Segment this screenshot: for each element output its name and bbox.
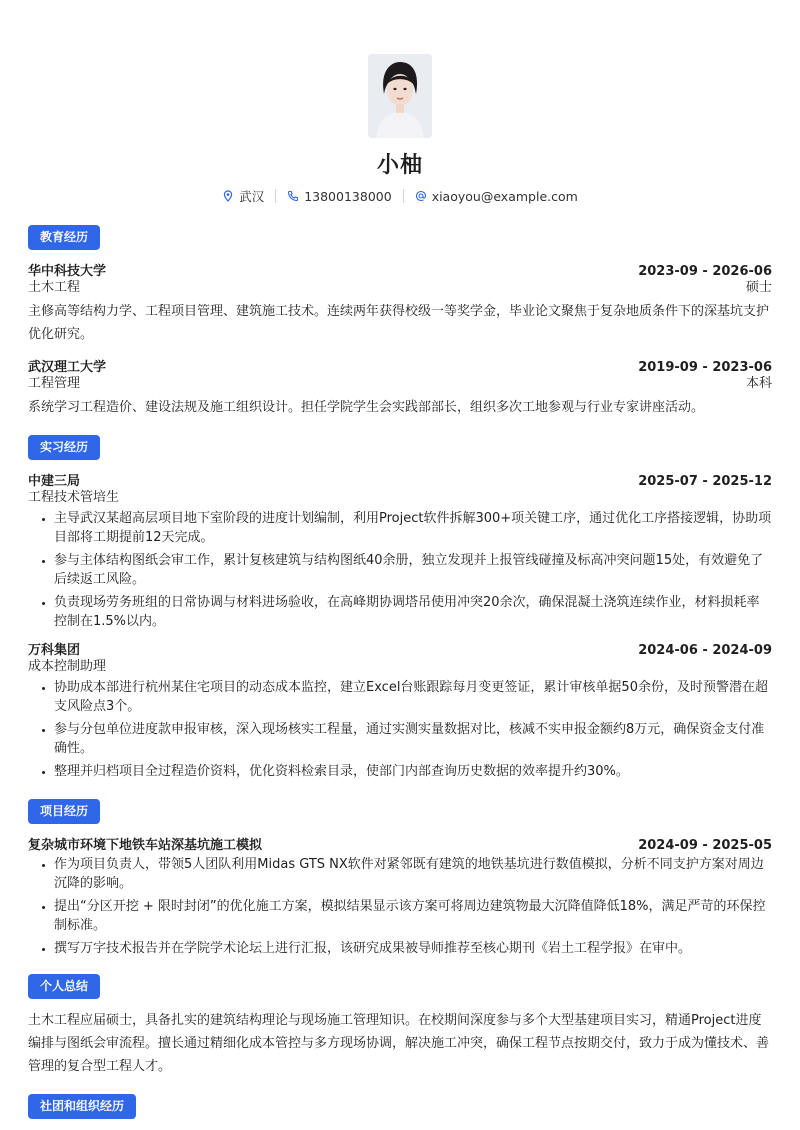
company-name: 万科集团 (28, 643, 81, 658)
at-sign-icon (415, 190, 427, 202)
profile-photo (368, 54, 432, 138)
education-entry (28, 260, 772, 346)
candidate-name: 小柚 (376, 153, 423, 178)
phone-icon (287, 190, 299, 202)
list-item: • 作为项目负责人，带领5人团队利用Midas GTS NX软件对紧邻既有建筑的地铁基坑进行数值模拟，分析不同支护方案对周边沉降的影响。 (54, 855, 772, 893)
contact-info (0, 187, 800, 205)
project-entry (28, 834, 772, 958)
list-item: • 负责现场劳务班组的日常协调与材料进场验收，在高峰期协调塔吊使用冲突20余次，确保混凝土浇筑连续作业，材料损耗率控制在1.5%以内。 (54, 593, 772, 631)
list-item: • 提出“分区开挖 + 限时封闭”的优化施工方案，模拟结果显示该方案可将周边建筑物最大沉降值降低18%，满足严苛的环保控制标准。 (54, 897, 772, 935)
internship-entry (28, 470, 772, 631)
list-item: • 参与分包单位进度款申报审核，深入现场核实工程量，通过实测实量数据对比，核减不实申报金额约8万元，确保资金支付准确性。 (54, 720, 772, 758)
internship-section (28, 435, 772, 781)
contact-location (211, 187, 275, 205)
section-title-summary: 个人总结 (28, 974, 100, 999)
school-name: 武汉理工大学 (28, 360, 107, 375)
bullet-list (28, 509, 772, 631)
education-entry (28, 356, 772, 419)
section-title-education: 教育经历 (28, 225, 100, 250)
major: 土木工程 (28, 280, 81, 295)
summary-text: 土木工程应届硕士，具备扎实的建筑结构理论与现场施工管理知识。在校期间深度参与多个大型基建项目实习，精通Project进度编排与图纸会审流程。擅长通过精细化成本管控与多方现场协调，解决施工冲突，确保工程节点按期交付，致力于成为懂技术、善管理的复合型工程人才。 (28, 1013, 770, 1074)
project-name: 复杂城市环境下地铁车站深基坑施工模拟 (28, 838, 263, 853)
major: 工程管理 (28, 376, 81, 391)
email-text: xiaoyou@example.com (431, 188, 578, 204)
education-description: 主修高等结构力学、工程项目管理、建筑施工技术。连续两年获得校级一等奖学金，毕业论文聚焦于复杂地质条件下的深基坑支护优化研究。 (28, 304, 770, 342)
bullet-list (28, 855, 772, 958)
education-date: 2023-09 - 2026-06 (638, 264, 772, 279)
list-item: • 整理并归档项目全过程造价资料，优化资料检索目录，使部门内部查询历史数据的效率提升约30%。 (54, 762, 772, 781)
section-title-projects: 项目经历 (28, 799, 100, 824)
list-item: • 参与主体结构图纸会审工作，累计复核建筑与结构图纸40余册，独立发现并上报管线碰撞及标高冲突问题15处，有效避免了后续返工风险。 (54, 551, 772, 589)
bullet-list (28, 678, 772, 781)
job-role: 工程技术管培生 (28, 490, 120, 505)
degree: 硕士 (745, 280, 772, 295)
projects-section (28, 799, 772, 958)
resume-header (0, 0, 800, 205)
summary-section (28, 974, 772, 1078)
portrait-image (368, 54, 432, 138)
location-text: 武汉 (239, 189, 265, 204)
internship-date: 2025-07 - 2025-12 (638, 474, 772, 489)
education-date: 2019-09 - 2023-06 (638, 360, 772, 375)
clubs-section (28, 1094, 772, 1119)
section-title-internship: 实习经历 (28, 435, 100, 460)
location-pin-icon (222, 190, 234, 202)
phone-text: 13800138000 (304, 188, 392, 204)
list-item: • 撰写万字技术报告并在学院学术论坛上进行汇报，该研究成果被导师推荐至核心期刊《岩土工程学报》在审中。 (54, 939, 772, 958)
education-description: 系统学习工程造价、建设法规及施工组织设计。担任学院学生会实践部部长，组织多次工地参观与行业专家讲座活动。 (28, 400, 705, 415)
contact-email (404, 189, 589, 204)
contact-phone (276, 189, 402, 204)
internship-date: 2024-06 - 2024-09 (638, 643, 772, 658)
education-section (28, 225, 772, 419)
school-name: 华中科技大学 (28, 264, 107, 279)
list-item: • 协助成本部进行杭州某住宅项目的动态成本监控，建立Excel台账跟踪每月变更签证，累计审核单据50余份，及时预警潜在超支风险点3个。 (54, 678, 772, 716)
company-name: 中建三局 (28, 474, 81, 489)
list-item: • 主导武汉某超高层项目地下室阶段的进度计划编制，利用Project软件拆解300+项关键工序，通过优化工序搭接逻辑，协助项目部将工期提前12天完成。 (54, 509, 772, 547)
degree: 本科 (745, 376, 772, 391)
project-date: 2024-09 - 2025-05 (638, 838, 772, 853)
section-title-clubs: 社团和组织经历 (28, 1094, 136, 1119)
internship-entry (28, 639, 772, 781)
job-role: 成本控制助理 (28, 659, 107, 674)
